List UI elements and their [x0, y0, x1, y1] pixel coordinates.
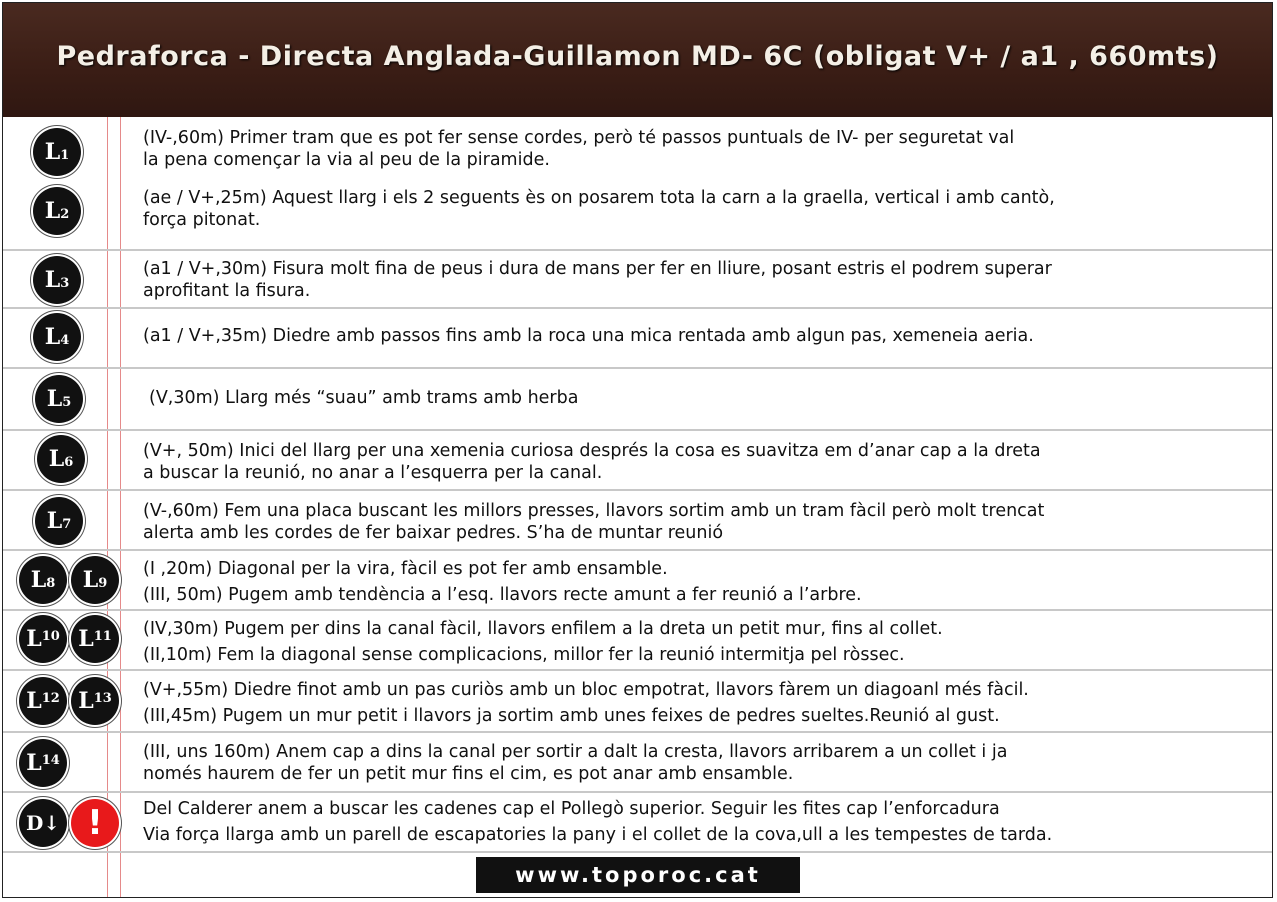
- pitch-line: (a1 / V+,30m) Fisura molt fina de peus i dura de mans per fer en lliure, posant estris el podrem superar: [143, 259, 1052, 279]
- pitch-row-l5: [3, 369, 1272, 431]
- warning-line: Via força llarga amb un parell de escapatories la pany i el collet de la cova,ull a les tempestes de tarda.: [143, 825, 1053, 845]
- header-banner: [3, 3, 1272, 117]
- descent-line: Del Calderer anem a buscar les cadenes cap el Pollegò superior. Seguir les fites cap l’enforcadura: [143, 799, 1000, 819]
- pitch-badge-l1: L $_1$: [33, 128, 81, 176]
- pitch-row-l7: [3, 491, 1272, 551]
- pitch-badge-l8: L $_8$: [19, 556, 67, 604]
- pitch-badge-l9: L $_9$: [71, 556, 119, 604]
- pitch-row-l8-l9: [3, 551, 1272, 611]
- pitch-line: (IV,30m) Pugem per dins la canal fàcil, llavors enfilem a la dreta un petit mur, fins al collet.: [143, 619, 943, 639]
- pitch-badge-l3: L $_3$: [33, 256, 81, 304]
- pitch-text-l12-l13: [143, 677, 1258, 729]
- pitch-badge-l4: L $_4$: [33, 313, 81, 361]
- pitch-badge-l12: L $^{12}$: [19, 677, 67, 725]
- pitch-text-l10-l11: [143, 616, 1258, 668]
- pitch-line: (V,30m) Llarg més “suau” amb trams amb herba: [149, 388, 579, 408]
- pitch-line: la pena començar la via al peu de la piramide.: [143, 150, 550, 170]
- pitch-line: (III,45m) Pugem un mur petit i llavors ja sortim amb unes feixes de pedres sueltes.Reunió al gust.: [143, 706, 1000, 726]
- pitch-line: força pitonat.: [143, 210, 261, 230]
- pitch-text-l2: [143, 187, 1258, 231]
- pitch-text-l6: [143, 440, 1258, 484]
- pitch-badge-l11: L $^{11}$: [71, 615, 119, 663]
- pitch-text-l8-l9: [143, 556, 1258, 608]
- pitch-line: alerta amb les cordes de fer baixar pedres. S’ha de muntar reunió: [143, 523, 724, 543]
- pitch-badge-l14: L $^{14}$: [19, 739, 67, 787]
- pitch-line: (V+,55m) Diedre finot amb un pas curiòs amb un bloc empotrat, llavors fàrem un diagoanl més fàcil.: [143, 680, 1029, 700]
- topo-sheet: [2, 2, 1273, 898]
- pitch-text-l3: [143, 258, 1258, 302]
- pitch-line: a buscar la reunió, no anar a l’esquerra per la canal.: [143, 463, 603, 483]
- pitch-line: (II,10m) Fem la diagonal sense complicacions, millor fer la reunió intermitja pel ròssec.: [143, 645, 905, 665]
- pitch-text-l1: [143, 127, 1258, 171]
- pitch-line: només haurem de fer un petit mur fins el cim, es pot anar amb ensamble.: [143, 764, 794, 784]
- pitch-row-l14: [3, 733, 1272, 793]
- pitch-row-l2: [3, 173, 1272, 251]
- descent-badge: D↓: [19, 799, 67, 847]
- pitch-row-l6: [3, 431, 1272, 491]
- descent-row: [3, 793, 1272, 853]
- pitch-badge-l6: L $_6$: [37, 435, 85, 483]
- pitch-line: aprofitant la fisura.: [143, 281, 311, 301]
- pitch-text-l14: [143, 741, 1258, 785]
- pitch-line: (IV-,60m) Primer tram que es pot fer sense cordes, però té passos puntuals de IV- per seguretat val: [143, 128, 1015, 148]
- pitch-badge-l5: L $_5$: [35, 375, 83, 423]
- pitch-line: (a1 / V+,35m) Diedre amb passos fins amb la roca una mica rentada amb algun pas, xemeneia aeria.: [143, 326, 1034, 346]
- pitch-line: (V+, 50m) Inici del llarg per una xemenia curiosa després la cosa es suavitza em d’anar cap a la dreta: [143, 441, 1041, 461]
- pitch-badge-l7: L $_7$: [35, 497, 83, 545]
- pitch-badge-l13: L $^{13}$: [71, 677, 119, 725]
- pitch-line: (I ,20m) Diagonal per la vira, fàcil es pot fer amb ensamble.: [143, 559, 668, 579]
- pitch-row-l3: [3, 251, 1272, 309]
- pitch-row-l1: [3, 117, 1272, 173]
- pitch-row-l12-l13: [3, 671, 1272, 733]
- warning-icon: !: [71, 799, 119, 847]
- pitch-badge-l10: L $^{10}$: [19, 615, 67, 663]
- pitch-text-l4: [143, 325, 1258, 347]
- pitch-badge-l2: L $_2$: [33, 187, 81, 235]
- pitch-line: (V-,60m) Fem una placa buscant les millors presses, llavors sortim amb un tram fàcil però molt trencat: [143, 501, 1045, 521]
- pitch-text-l7: [143, 500, 1258, 544]
- pitch-row-l4: [3, 309, 1272, 369]
- pitch-row-l10-l11: [3, 611, 1272, 671]
- pitch-line: (ae / V+,25m) Aquest llarg i els 2 seguents ès on posarem tota la carn a la graella, vertical i amb cantò,: [143, 188, 1055, 208]
- pitch-text-l5: [149, 387, 1258, 409]
- descent-text: [143, 796, 1258, 848]
- pitch-line: (III, 50m) Pugem amb tendència a l’esq. llavors recte amunt a fer reunió a l’arbre.: [143, 585, 862, 605]
- pitch-line: (III, uns 160m) Anem cap a dins la canal per sortir a dalt la cresta, llavors arribarem a un collet i ja: [143, 742, 1008, 762]
- website-link[interactable]: www.toporoc.cat: [476, 857, 800, 893]
- page-title: Pedraforca - Directa Anglada-Guillamon MD- 6C (obligat V+ / a1 , 660mts): [56, 40, 1219, 72]
